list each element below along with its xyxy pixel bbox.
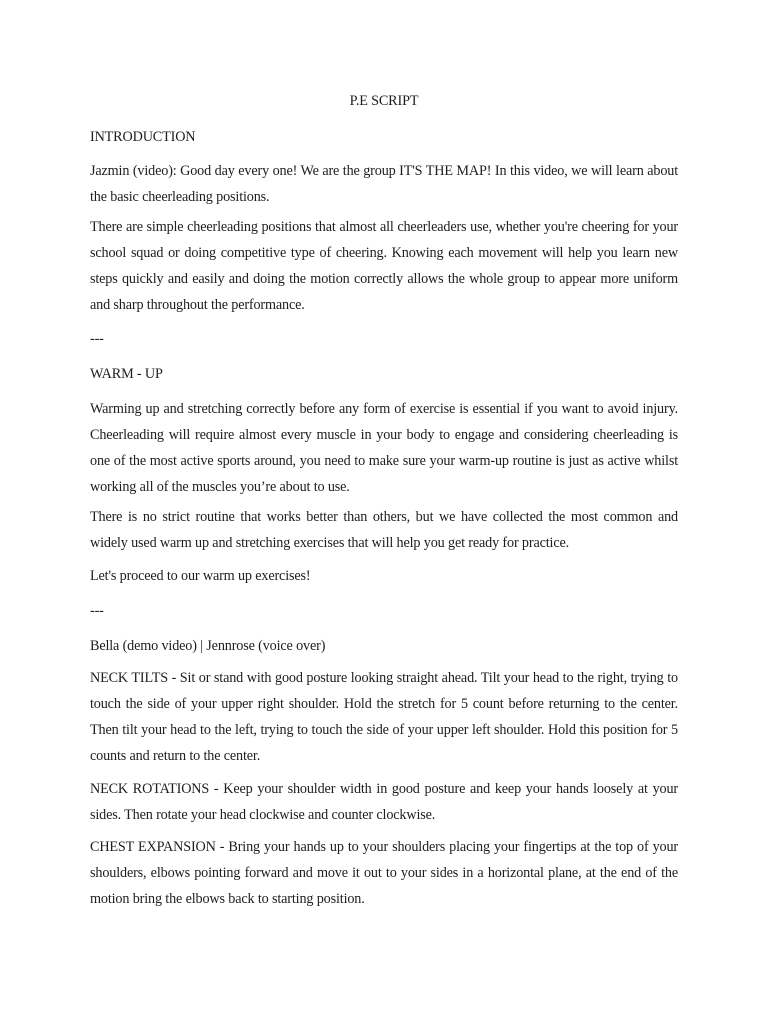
intro-paragraph: There are simple cheerleading positions that almost all cheerleaders use, whether you're cheering for your school squad or doing competitive type of cheering. Knowing each movement will help you learn new steps quickly and easily and doing the motion correctly allows the whole group to appear more uniform and sharp throughout the performance. <box>90 219 678 313</box>
credits-line: Bella (demo video) | Jennrose (voice over) <box>90 638 326 654</box>
warmup-heading: WARM - UP <box>90 366 163 382</box>
neck-rotations-paragraph: NECK ROTATIONS - Keep your shoulder width in good posture and keep your hands loosely at your sides. Then rotate your head clockwise and counter clockwise. <box>90 781 678 823</box>
neck-tilts-paragraph: NECK TILTS - Sit or stand with good posture looking straight ahead. Tilt your head to the right, trying to touch the side of your upper right shoulder. Hold the stretch for 5 count before returning to the center. Then tilt your head to the left, trying to touch the side of your upper left shoulder. Hold this position for 5 counts and return to the center. <box>90 670 678 764</box>
introduction-heading: INTRODUCTION <box>90 129 196 145</box>
chest-expansion-paragraph: CHEST EXPANSION - Bring your hands up to your shoulders placing your fingertips at the top of your shoulders, elbows pointing forward and move it out to your sides in a horizontal plane, at the end of the motion bring the elbows back to starting position. <box>90 839 678 907</box>
routine-paragraph: There is no strict routine that works better than others, but we have collected the most common and widely used warm up and stretching exercises that will help you get ready for practice. <box>90 509 678 551</box>
separator-line: --- <box>90 603 104 619</box>
proceed-line: Let's proceed to our warm up exercises! <box>90 568 311 584</box>
intro-speaker-paragraph: Jazmin (video): Good day every one! We are the group IT'S THE MAP! In this video, we will learn about the basic cheerleading positions. <box>90 163 678 205</box>
document-title: P.E SCRIPT <box>349 93 419 109</box>
separator-line: --- <box>90 331 104 347</box>
warmup-paragraph: Warming up and stretching correctly before any form of exercise is essential if you want to avoid injury. Cheerleading will require almost every muscle in your body to engage and considering cheerleading is one of the most active sports around, you need to make sure your warm-up routine is just as active whilst working all of the muscles you’re about to use. <box>90 401 678 495</box>
